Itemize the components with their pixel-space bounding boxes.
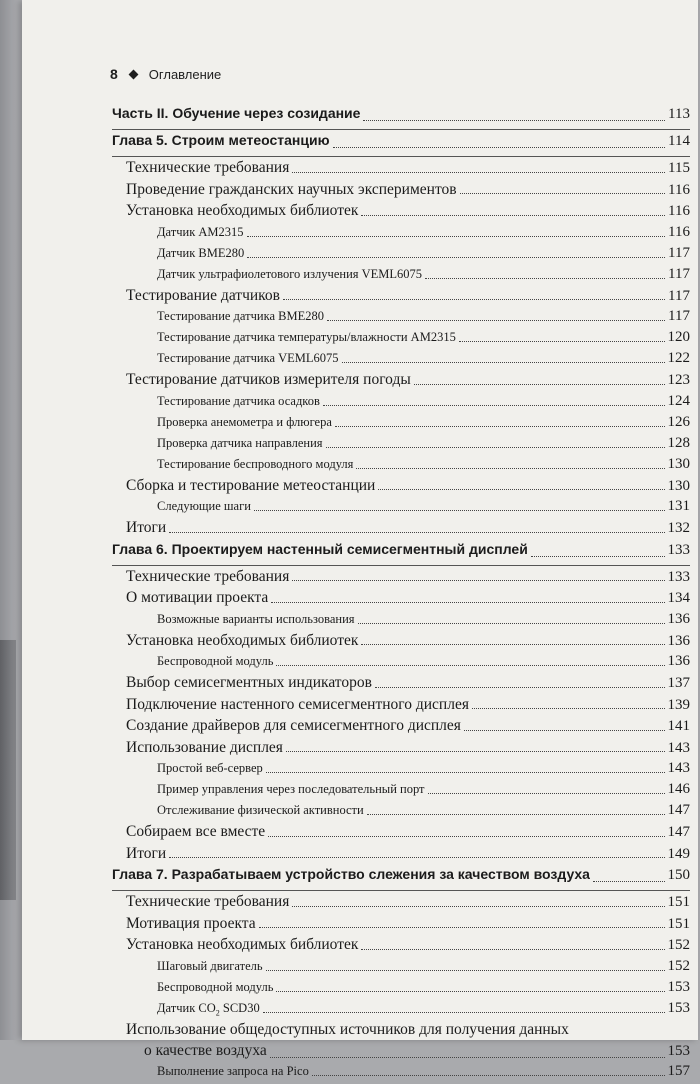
toc-entry-chapter xyxy=(112,541,690,566)
dot-leader xyxy=(259,926,665,928)
toc-entry-page: 143 xyxy=(667,760,690,776)
toc-entry-title: Технические требования xyxy=(126,567,290,585)
dot-leader xyxy=(292,905,664,907)
toc-entry-page: 141 xyxy=(667,718,690,734)
toc-entry-chapter xyxy=(112,866,690,891)
toc-entry-page: 116 xyxy=(668,223,690,240)
dot-leader xyxy=(378,488,664,490)
toc-entry-page: 128 xyxy=(667,434,690,451)
toc-entry-title: Выполнение запроса на Pico xyxy=(157,1063,309,1078)
toc-entry-part xyxy=(112,105,690,130)
toc-entry-page: 149 xyxy=(667,845,690,862)
dot-leader xyxy=(323,404,665,406)
toc-entry-subsection xyxy=(112,266,690,287)
dot-leader xyxy=(263,1011,665,1013)
toc-entry-subsection xyxy=(112,224,690,245)
running-header xyxy=(110,64,221,84)
toc-entry-section xyxy=(112,632,690,654)
toc-entry-page: 151 xyxy=(667,894,690,910)
toc-entry-page: 120 xyxy=(667,329,690,345)
dot-leader xyxy=(276,664,664,666)
toc-entry-title: Датчик AM2315 xyxy=(157,224,244,239)
dot-leader xyxy=(286,750,665,752)
dot-leader xyxy=(472,707,665,709)
toc-entry-title: Тестирование датчика BME280 xyxy=(157,309,324,323)
toc-entry-subsection xyxy=(112,393,690,414)
table-of-contents xyxy=(112,105,690,1084)
toc-entry-title: Проверка датчика направления xyxy=(157,435,323,450)
toc-entry-title: Итоги xyxy=(126,844,167,862)
toc-entry-title: Сборка и тестирование метеостанции xyxy=(126,476,376,494)
toc-entry-subsection xyxy=(112,781,690,802)
dot-leader xyxy=(531,555,665,557)
toc-entry-title: Мотивация проекта xyxy=(126,914,256,932)
toc-entry-section xyxy=(112,568,690,590)
dot-leader xyxy=(425,277,665,279)
toc-entry-page: 114 xyxy=(668,133,690,149)
toc-entry-section xyxy=(112,893,690,915)
toc-entry-page: 116 xyxy=(668,181,690,198)
diamond-ornament-icon xyxy=(128,69,138,79)
toc-entry-section xyxy=(112,202,690,224)
toc-entry-page: 126 xyxy=(667,413,690,430)
dot-leader xyxy=(169,856,664,858)
dot-leader xyxy=(361,948,664,950)
toc-entry-title: Шаговый двигатель xyxy=(157,958,263,973)
toc-entry-chapter xyxy=(112,132,690,157)
dot-leader xyxy=(363,119,665,121)
toc-entry-page: 132 xyxy=(667,520,690,536)
toc-entry-page: 136 xyxy=(667,632,690,649)
toc-entry-page: 136 xyxy=(667,610,690,627)
toc-entry-title xyxy=(157,1001,260,1018)
toc-entry-title: Возможные варианты использования xyxy=(157,611,355,626)
toc-title-part: Датчик CO xyxy=(157,1000,216,1015)
dot-leader xyxy=(356,467,664,469)
toc-entry-page: 117 xyxy=(668,244,690,261)
toc-entry-page: 153 xyxy=(667,999,690,1016)
toc-entry-section xyxy=(112,159,690,181)
toc-entry-title: О мотивации проекта xyxy=(126,589,269,606)
toc-entry-title: Использование общедоступных источников для получения данных xyxy=(126,1020,569,1038)
toc-entry-section xyxy=(112,717,690,739)
toc-entry-title: Собираем все вместе xyxy=(126,823,266,840)
toc-entry-page: 133 xyxy=(667,568,690,585)
subscript-two: 2 xyxy=(215,1008,220,1017)
toc-entry-page: 131 xyxy=(667,498,690,514)
dot-leader xyxy=(375,686,665,688)
toc-entry-title: Установка необходимых библиотек xyxy=(126,936,359,953)
toc-entry-subsection xyxy=(112,653,690,674)
toc-entry-subsection xyxy=(112,802,690,823)
toc-entry-page: 139 xyxy=(667,696,690,713)
dot-leader xyxy=(367,813,665,815)
toc-entry-title: Создание драйверов для семисегментного дисплея xyxy=(126,717,461,734)
toc-entry-title: Беспроводной модуль xyxy=(157,654,274,668)
toc-entry-page: 153 xyxy=(667,1042,690,1059)
toc-entry-title: Глава 6. Проектируем настенный семисегментный дисплей xyxy=(112,540,528,557)
running-header-title: Оглавление xyxy=(148,66,222,82)
toc-entry-title: Технические требования xyxy=(126,893,290,910)
toc-entry-page: 130 xyxy=(667,477,690,494)
toc-entry-section xyxy=(112,696,690,718)
dot-leader xyxy=(428,792,665,794)
toc-entry-title: Тестирование датчика VEML6075 xyxy=(157,351,339,365)
dot-leader xyxy=(271,601,664,603)
toc-entry-page: 116 xyxy=(668,203,690,219)
dot-leader xyxy=(358,622,665,624)
toc-entry-subsection xyxy=(112,958,690,979)
toc-entry-page: 124 xyxy=(667,392,690,409)
toc-entry-subsection xyxy=(112,1000,690,1021)
dot-leader xyxy=(270,1056,665,1058)
dot-leader xyxy=(292,171,665,173)
toc-entry-page: 117 xyxy=(668,308,690,324)
toc-entry-page: 122 xyxy=(667,350,690,366)
dot-leader xyxy=(414,383,665,385)
toc-entry-page: 143 xyxy=(667,739,690,756)
toc-entry-title: Проведение гражданских научных экспериментов xyxy=(126,180,457,198)
dot-leader xyxy=(464,729,665,731)
toc-entry-page: 153 xyxy=(667,978,690,995)
toc-entry-title: Пример управления через последовательный порт xyxy=(157,782,425,796)
dot-leader xyxy=(327,319,665,321)
toc-entry-title-continued: о качестве воздуха xyxy=(144,1041,267,1059)
edge-shadow xyxy=(0,640,16,900)
toc-entry-page: 152 xyxy=(667,957,690,974)
toc-entry-title: Датчик BME280 xyxy=(157,245,245,260)
toc-entry-page: 151 xyxy=(667,915,690,932)
toc-entry-subsection xyxy=(112,350,690,371)
dot-leader xyxy=(247,235,666,237)
toc-entry-continuation xyxy=(126,1042,690,1063)
toc-entry-subsection xyxy=(112,760,690,781)
toc-entry-title: Отслеживание физической активности xyxy=(157,803,364,817)
page-number: 8 xyxy=(110,66,118,82)
dot-leader xyxy=(169,531,664,533)
toc-entry-page: 152 xyxy=(667,937,690,953)
toc-entry-section xyxy=(112,739,690,761)
toc-entry-title: Глава 5. Строим метеостанцию xyxy=(112,132,330,148)
toc-entry-page: 147 xyxy=(667,802,690,818)
toc-entry-title: Проверка анемометра и флюгера xyxy=(157,414,332,429)
toc-entry-title: Выбор семисегментных индикаторов xyxy=(126,674,372,691)
toc-entry-title: Следующие шаги xyxy=(157,499,251,513)
toc-entry-page: 136 xyxy=(667,653,690,669)
toc-entry-page: 134 xyxy=(667,590,690,606)
dot-leader xyxy=(292,579,664,581)
book-edge xyxy=(0,0,24,1040)
dot-leader xyxy=(266,969,665,971)
dot-leader xyxy=(276,990,664,992)
dot-leader xyxy=(459,340,665,342)
toc-entry-section xyxy=(112,1021,690,1063)
toc-entry-page: 150 xyxy=(667,867,690,883)
toc-entry-subsection xyxy=(112,456,690,477)
dot-leader xyxy=(335,425,665,427)
dot-leader xyxy=(333,146,666,148)
toc-entry-section xyxy=(112,823,690,845)
toc-entry-page: 133 xyxy=(667,541,690,558)
toc-entry-section xyxy=(112,845,690,867)
toc-entry-subsection xyxy=(112,435,690,456)
toc-entry-page: 123 xyxy=(667,372,690,388)
toc-entry-title: Установка необходимых библиотек xyxy=(126,631,359,649)
dot-leader xyxy=(361,214,665,216)
toc-entry-title: Технические требования xyxy=(126,159,290,176)
toc-entry-section xyxy=(112,181,690,203)
toc-entry-title: Простой веб-сервер xyxy=(157,761,263,775)
toc-entry-title: Тестирование беспроводного модуля xyxy=(157,456,354,471)
toc-entry-subsection xyxy=(112,1063,690,1084)
toc-entry-subsection xyxy=(112,611,690,632)
toc-entry-page: 117 xyxy=(668,265,690,282)
toc-entry-subsection xyxy=(112,245,690,266)
toc-title-part: SCD30 xyxy=(219,1000,260,1015)
toc-entry-page: 115 xyxy=(668,160,690,176)
toc-entry-section xyxy=(112,936,690,958)
toc-entry-page: 113 xyxy=(668,106,690,122)
book-page xyxy=(22,0,698,1079)
toc-entry-title: Использование дисплея xyxy=(126,738,283,756)
dot-leader xyxy=(326,446,665,448)
dot-leader xyxy=(283,298,665,300)
toc-entry-subsection xyxy=(112,329,690,350)
toc-entry-title: Глава 7. Разрабатываем устройство слежения за качеством воздуха xyxy=(112,866,590,882)
dot-leader xyxy=(312,1074,665,1076)
toc-entry-subsection xyxy=(112,498,690,519)
dot-leader xyxy=(266,771,665,773)
toc-entry-page: 137 xyxy=(667,675,690,691)
toc-entry-title: Подключение настенного семисегментного дисплея xyxy=(126,695,469,713)
dot-leader xyxy=(342,361,665,363)
dot-leader xyxy=(247,256,665,258)
dot-leader xyxy=(254,509,665,511)
toc-entry-title: Тестирование датчиков измерителя погоды xyxy=(126,371,411,388)
toc-entry-subsection xyxy=(112,414,690,435)
toc-entry-title: Датчик ультрафиолетового излучения VEML6075 xyxy=(157,266,423,281)
toc-entry-subsection xyxy=(112,979,690,1000)
toc-entry-title: Тестирование датчика осадков xyxy=(157,393,320,408)
toc-entry-section xyxy=(112,371,690,393)
toc-entry-page: 146 xyxy=(667,781,690,797)
toc-entry-section xyxy=(112,589,690,611)
toc-entry-subsection xyxy=(112,308,690,329)
toc-entry-section xyxy=(112,915,690,937)
toc-entry-page: 117 xyxy=(668,287,690,304)
toc-entry-title: Тестирование датчика температуры/влажности AM2315 xyxy=(157,330,456,344)
toc-entry-title: Установка необходимых библиотек xyxy=(126,202,359,219)
toc-entry-page: 147 xyxy=(667,824,690,840)
toc-entry-section xyxy=(112,477,690,499)
toc-entry-title: Итоги xyxy=(126,519,167,536)
toc-entry-section xyxy=(112,674,690,696)
toc-entry-page: 157 xyxy=(667,1062,690,1079)
toc-entry-page: 130 xyxy=(667,455,690,472)
dot-leader xyxy=(460,192,665,194)
toc-entry-title: Беспроводной модуль xyxy=(157,979,274,994)
toc-entry-title: Тестирование датчиков xyxy=(126,286,280,304)
dot-leader xyxy=(268,835,664,837)
toc-entry-title: Часть II. Обучение через созидание xyxy=(112,105,361,121)
dot-leader xyxy=(361,643,664,645)
dot-leader xyxy=(593,880,665,882)
toc-entry-section xyxy=(112,519,690,541)
toc-entry-section xyxy=(112,287,690,309)
